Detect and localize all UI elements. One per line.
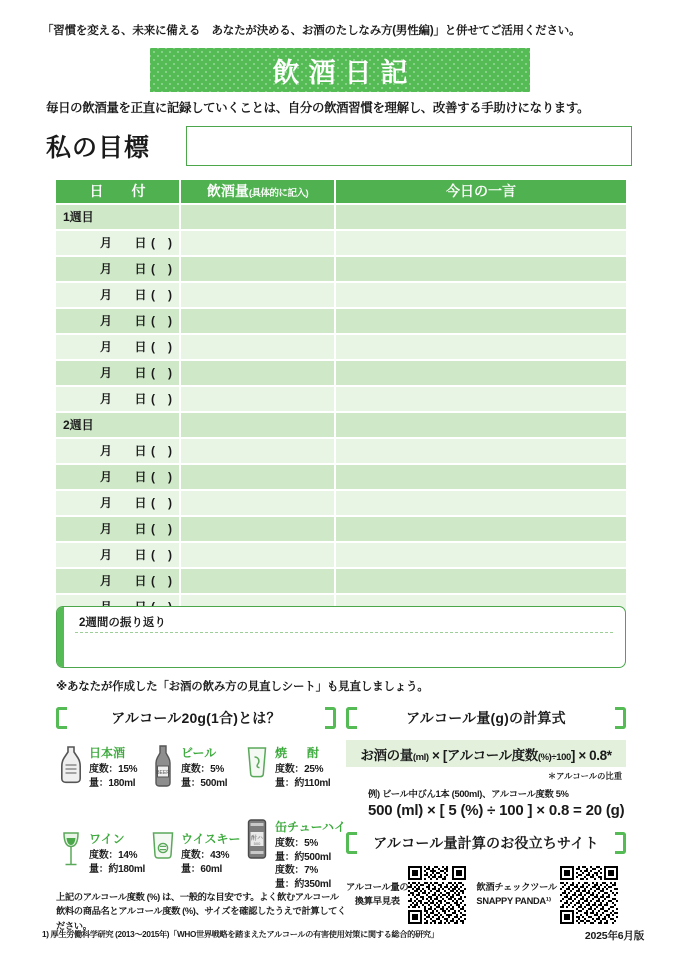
week-header-row [56, 413, 626, 437]
comment-cell[interactable] [336, 439, 626, 463]
week-label: 2週目 [56, 413, 181, 437]
date-cell[interactable]: 月 日 ( ) [56, 517, 181, 541]
drink-spec: 量：約500ml [275, 851, 331, 863]
table-row[interactable] [56, 517, 626, 541]
reflection-title: 2週間の振り返り [79, 617, 166, 629]
table-row[interactable] [56, 491, 626, 515]
footer-reference: 1) 厚生労働科学研究 (2013〜2015年)「WHO世界戦略を踏まえたアルコールの有害使用対策に関する総合的研究」 [42, 930, 439, 939]
amount-cell[interactable] [181, 309, 336, 333]
amount-cell[interactable] [181, 439, 336, 463]
table-header [56, 180, 626, 203]
amount-cell[interactable] [181, 387, 336, 411]
alcohol-percent-note: 上記のアルコール度数 (%) は、一般的な目安です。よく飲むアルコール飲料の商品名とアルコール度数 (%)、サイズを確認したうえで計算してください。 [56, 892, 346, 931]
table-row[interactable] [56, 257, 626, 281]
beer-bottle-icon [148, 744, 178, 788]
amount-cell[interactable] [181, 543, 336, 567]
week-header-row [56, 205, 626, 229]
drink-item-shochu-glass [242, 744, 330, 790]
formula-band [346, 740, 626, 767]
drink-list [56, 742, 347, 910]
amount-cell[interactable] [181, 231, 336, 255]
comment-cell[interactable] [336, 309, 626, 333]
table-row[interactable] [56, 543, 626, 567]
drink-name: 缶チューハイ [275, 820, 347, 834]
table-row[interactable] [56, 231, 626, 255]
shochu-glass-icon [242, 744, 272, 778]
panel-right-title-bar [346, 706, 626, 730]
drink-text [275, 818, 346, 891]
drink-text [181, 744, 227, 790]
date-cell[interactable]: 月 日 ( ) [56, 283, 181, 307]
date-cell[interactable]: 月 日 ( ) [56, 361, 181, 385]
qr-item[interactable] [346, 866, 466, 924]
date-cell[interactable]: 月 日 ( ) [56, 543, 181, 567]
drink-spec: 度数：25% [275, 764, 324, 775]
date-cell[interactable]: 月 日 ( ) [56, 439, 181, 463]
amount-cell[interactable] [181, 361, 336, 385]
drink-spec: 量：約350ml [275, 878, 331, 890]
amount-cell[interactable] [181, 517, 336, 541]
table-row[interactable] [56, 361, 626, 385]
date-cell[interactable]: 月 日 ( ) [56, 387, 181, 411]
svg-text:BEER: BEER [156, 770, 170, 776]
bracket-right-icon [615, 832, 626, 854]
canned-chuhai-icon [242, 818, 272, 860]
formula-expression: お酒の量(ml) × [アルコール度数(%)÷100] × 0.8* [360, 747, 612, 763]
table-body [56, 205, 626, 619]
week-comment-cell [336, 413, 626, 437]
alcohol-20g-panel [56, 706, 347, 910]
formula-example-calculation: 500 (ml) × [ 5 (%) ÷ 100 ] × 0.8 = 20 (g) [368, 802, 625, 819]
table-row[interactable] [56, 465, 626, 489]
drink-spec: 度数：5% [275, 838, 318, 849]
week-amount-cell [181, 413, 336, 437]
panel-left-title-bar [56, 706, 336, 730]
qr-code-icon[interactable] [408, 866, 466, 924]
drink-spec: 量：500ml [181, 777, 228, 789]
drink-spec: 度数：14% [89, 850, 138, 861]
drink-spec: 量：180ml [89, 777, 136, 789]
column-header-date: 日 付 [56, 180, 181, 203]
svg-text:酎ハ: 酎ハ [250, 836, 264, 842]
table-row[interactable] [56, 309, 626, 333]
column-header-comment: 今日の一言 [336, 180, 626, 203]
sake-bottle-icon [56, 744, 86, 784]
goal-input[interactable] [186, 126, 632, 166]
qr-label: アルコール量の 換算早見表 [346, 882, 409, 906]
drink-spec: 度数：15% [89, 764, 138, 775]
svg-text:500: 500 [253, 841, 261, 846]
table-row[interactable] [56, 439, 626, 463]
qr-label: 飲酒チェックツール SNAPPY PANDA¹⁾ [476, 882, 557, 906]
diary-table [56, 180, 626, 619]
footer-version: 2025年6月版 [584, 930, 644, 942]
drink-spec: 量：約180ml [89, 863, 145, 875]
bracket-left-icon [56, 707, 67, 729]
whisky-glass-icon [148, 830, 178, 860]
week-comment-cell [336, 205, 626, 229]
drink-name: 日本酒 [89, 746, 126, 760]
bracket-right-icon [325, 707, 336, 729]
comment-cell[interactable] [336, 491, 626, 515]
qr-panel-title-bar [346, 831, 626, 855]
reflection-dashed-line [75, 632, 613, 633]
drink-text [181, 830, 241, 876]
lead-text: 「習慣を変える、未来に備える あなたが決める、お酒のたしなみ方(男性編)」と併せてご活用ください。 [42, 25, 581, 37]
date-cell[interactable]: 月 日 ( ) [56, 335, 181, 359]
alcohol-formula-panel [346, 706, 626, 924]
page-title: 飲酒日記 [272, 57, 417, 88]
date-cell[interactable]: 月 日 ( ) [56, 465, 181, 489]
drink-item-whisky-glass [148, 830, 241, 876]
comment-cell[interactable] [336, 517, 626, 541]
drink-spec: 量：約110ml [275, 777, 331, 789]
date-cell[interactable]: 月 日 ( ) [56, 257, 181, 281]
table-row[interactable] [56, 335, 626, 359]
comment-cell[interactable] [336, 231, 626, 255]
panel-right-title: アルコール量(g)の計算式 [406, 710, 566, 726]
amount-cell[interactable] [181, 465, 336, 489]
drink-text [89, 830, 145, 876]
qr-code-icon[interactable] [560, 866, 618, 924]
drink-text [275, 744, 330, 790]
formula-example-label: 例) ビール中びん1本 (500ml)、アルコール度数 5% [368, 789, 569, 799]
comment-cell[interactable] [336, 257, 626, 281]
drink-item-sake-bottle [56, 744, 137, 790]
drink-spec: 度数：43% [181, 850, 230, 861]
table-row[interactable] [56, 569, 626, 593]
table-row[interactable] [56, 283, 626, 307]
goal-section [46, 126, 632, 168]
qr-item[interactable] [476, 866, 618, 924]
date-cell[interactable]: 月 日 ( ) [56, 491, 181, 515]
comment-cell[interactable] [336, 283, 626, 307]
bracket-left-icon [346, 832, 357, 854]
column-header-amount: 飲酒量(具体的に記入) [181, 180, 336, 203]
date-cell[interactable]: 月 日 ( ) [56, 569, 181, 593]
week-amount-cell [181, 205, 336, 229]
qr-panel-title: アルコール量計算のお役立ちサイト [373, 835, 599, 851]
comment-cell[interactable] [336, 543, 626, 567]
bracket-right-icon [615, 707, 626, 729]
drink-name: 焼 酎 [275, 746, 324, 760]
title-banner [150, 48, 530, 92]
bracket-left-icon [346, 707, 357, 729]
goal-label: 私の目標 [46, 134, 151, 162]
comment-cell[interactable] [336, 387, 626, 411]
panel-left-title: アルコール20g(1合)とは？ [111, 710, 281, 726]
comment-cell[interactable] [336, 335, 626, 359]
amount-cell[interactable] [181, 569, 336, 593]
week-label: 1週目 [56, 205, 181, 229]
formula-footnote: ＊アルコールの比重 [547, 771, 622, 781]
wine-glass-icon [56, 830, 86, 870]
drink-name: ビール [181, 746, 217, 760]
amount-cell[interactable] [181, 491, 336, 515]
drink-item-beer-bottle [148, 744, 227, 790]
comment-cell[interactable] [336, 465, 626, 489]
drink-name: ワイン [89, 832, 125, 846]
review-sheet-note: ※あなたが作成した「お酒の飲み方の見直しシート」も見直しましょう。 [56, 681, 429, 693]
amount-cell[interactable] [181, 335, 336, 359]
drink-item-canned-chuhai [242, 818, 346, 891]
drink-spec: 度数：7% [275, 865, 318, 876]
drink-spec: 度数：5% [181, 764, 224, 775]
drink-item-wine-glass [56, 830, 145, 876]
drink-name: ウイスキー [181, 832, 241, 846]
qr-code-list [346, 866, 626, 924]
table-row[interactable] [56, 387, 626, 411]
drink-text [89, 744, 137, 790]
subheading-text: 毎日の飲酒量を正直に記録していくことは、自分の飲酒習慣を理解し、改善する手助けになります。 [46, 101, 590, 115]
comment-cell[interactable] [336, 361, 626, 385]
amount-cell[interactable] [181, 283, 336, 307]
drink-spec: 量：60ml [181, 863, 222, 875]
amount-cell[interactable] [181, 257, 336, 281]
reflection-box[interactable] [56, 606, 626, 668]
date-cell[interactable]: 月 日 ( ) [56, 309, 181, 333]
date-cell[interactable]: 月 日 ( ) [56, 231, 181, 255]
comment-cell[interactable] [336, 569, 626, 593]
